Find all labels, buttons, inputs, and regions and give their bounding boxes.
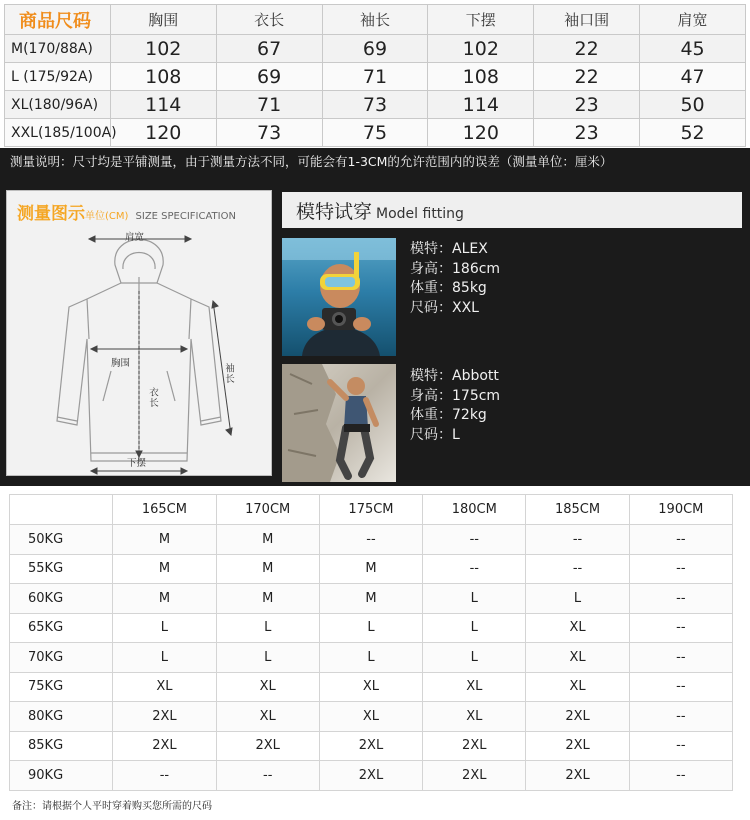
header-chest: 胸围 — [110, 5, 216, 35]
size-cell: 23 — [534, 91, 640, 119]
rec-size-cell: XL — [113, 672, 216, 702]
rec-size-cell: L — [423, 643, 526, 673]
model-info-alex — [410, 240, 500, 318]
model-height-value: 186cm — [452, 260, 501, 277]
rec-header-height: 190CM — [629, 495, 732, 525]
header-length: 衣长 — [216, 5, 322, 35]
rec-size-cell: XL — [423, 672, 526, 702]
spec-unit: 单位(CM) — [85, 211, 129, 222]
model-height-row — [410, 260, 500, 280]
size-table — [4, 4, 746, 147]
model-name-value: Abbott — [452, 368, 499, 384]
size-row — [5, 63, 746, 91]
size-cell: 75 — [322, 119, 428, 147]
size-cell: 50 — [640, 91, 746, 119]
model-name-row — [410, 367, 500, 387]
spec-title-cn: 测量图示 — [17, 204, 85, 224]
rec-size-cell: M — [216, 554, 319, 584]
size-spec-panel — [6, 190, 272, 476]
model-height-label: 身高： — [410, 387, 452, 404]
model-size-label: 尺码： — [410, 299, 452, 316]
size-cell: 71 — [322, 63, 428, 91]
model-weight-row — [410, 406, 500, 426]
rec-size-cell: -- — [423, 554, 526, 584]
fitting-title — [296, 197, 464, 224]
rec-row — [10, 702, 733, 732]
rec-size-cell: M — [113, 554, 216, 584]
size-cell: 114 — [428, 91, 534, 119]
size-table-header-row — [5, 5, 746, 35]
size-cell: 114 — [110, 91, 216, 119]
size-cell: 71 — [216, 91, 322, 119]
size-cell: 120 — [110, 119, 216, 147]
label-hem: 下摆 — [127, 458, 147, 469]
rec-size-cell: L — [526, 584, 629, 614]
rec-weight-cell: 85KG — [10, 731, 113, 761]
rec-row — [10, 613, 733, 643]
rec-row — [10, 761, 733, 791]
size-cell: 69 — [322, 35, 428, 63]
rec-size-cell: -- — [526, 554, 629, 584]
size-cell: 108 — [428, 63, 534, 91]
rec-weight-cell: 90KG — [10, 761, 113, 791]
rec-size-cell: 2XL — [526, 702, 629, 732]
size-row — [5, 35, 746, 63]
rec-header-height: 170CM — [216, 495, 319, 525]
rec-size-cell: 2XL — [319, 761, 422, 791]
rec-size-cell: -- — [629, 613, 732, 643]
size-cell: 23 — [534, 119, 640, 147]
rec-weight-cell: 55KG — [10, 554, 113, 584]
size-recommendation-table — [9, 494, 733, 791]
rec-size-cell: -- — [629, 525, 732, 555]
model-weight-row — [410, 279, 500, 299]
label-length: 衣长 — [147, 387, 158, 408]
size-cell: 69 — [216, 63, 322, 91]
rec-size-cell: L — [319, 613, 422, 643]
rec-size-cell: 2XL — [216, 731, 319, 761]
jacket-diagram-icon — [7, 221, 271, 477]
label-chest: 胸围 — [111, 358, 131, 369]
rec-weight-cell: 80KG — [10, 702, 113, 732]
rec-row — [10, 672, 733, 702]
model-weight-value: 72kg — [452, 407, 487, 423]
rec-size-cell: L — [216, 613, 319, 643]
header-size: 商品尺码 — [5, 5, 111, 35]
spec-title-en: SIZE SPECIFICATION — [135, 211, 236, 222]
model-weight-label: 体重： — [410, 407, 452, 423]
rec-weight-cell: 75KG — [10, 672, 113, 702]
rec-size-cell: 2XL — [113, 731, 216, 761]
rec-row — [10, 584, 733, 614]
model-height-label: 身高： — [410, 260, 452, 277]
rec-header-height: 185CM — [526, 495, 629, 525]
rec-size-cell: XL — [319, 672, 422, 702]
rec-size-cell: XL — [526, 672, 629, 702]
rec-size-cell: XL — [526, 613, 629, 643]
rec-size-cell: M — [113, 525, 216, 555]
model-size-value: L — [452, 426, 460, 443]
rec-size-cell: -- — [629, 643, 732, 673]
rec-size-cell: 2XL — [526, 761, 629, 791]
rock-climber-photo — [282, 364, 396, 482]
rec-weight-cell: 50KG — [10, 525, 113, 555]
model-height-row — [410, 387, 500, 407]
rec-size-cell: L — [319, 643, 422, 673]
size-cell: 120 — [428, 119, 534, 147]
model-name-label: 模特： — [410, 368, 452, 384]
size-cell: 67 — [216, 35, 322, 63]
rec-size-cell: 2XL — [526, 731, 629, 761]
rec-size-cell: M — [216, 525, 319, 555]
rec-size-cell: -- — [629, 554, 732, 584]
rec-row — [10, 525, 733, 555]
label-shoulder: 肩宽 — [125, 232, 145, 243]
header-hem: 下摆 — [428, 5, 534, 35]
rec-size-cell: L — [216, 643, 319, 673]
rec-size-cell: M — [319, 554, 422, 584]
header-shoulder: 肩宽 — [640, 5, 746, 35]
measurement-note: 测量说明：尺寸均是平铺测量，由于测量方法不同，可能会有1-3CM的允许范围内的误差（测量单位：厘米） — [0, 148, 750, 176]
rec-weight-cell: 70KG — [10, 643, 113, 673]
model-name-label: 模特： — [410, 241, 452, 257]
size-cell: 73 — [216, 119, 322, 147]
rec-size-cell: -- — [113, 761, 216, 791]
rec-size-cell: -- — [629, 731, 732, 761]
snorkeling-diver-photo — [282, 238, 396, 356]
rec-size-cell: -- — [629, 702, 732, 732]
size-cell: XL(180/96A) — [5, 91, 111, 119]
rec-size-cell: L — [113, 613, 216, 643]
rec-size-cell: M — [319, 584, 422, 614]
model-weight-label: 体重： — [410, 280, 452, 296]
size-cell: 47 — [640, 63, 746, 91]
model-size-value: XXL — [452, 299, 479, 316]
model-height-value: 175cm — [452, 387, 501, 404]
rec-header-height: 175CM — [319, 495, 422, 525]
rec-size-cell: L — [113, 643, 216, 673]
rec-weight-cell: 60KG — [10, 584, 113, 614]
rec-size-cell: XL — [526, 643, 629, 673]
spec-and-fitting-section — [0, 176, 750, 486]
model-size-row — [410, 299, 500, 319]
size-row — [5, 91, 746, 119]
rec-size-cell: -- — [423, 525, 526, 555]
header-cuff: 袖口围 — [534, 5, 640, 35]
rec-size-cell: -- — [629, 672, 732, 702]
size-cell: 45 — [640, 35, 746, 63]
rec-size-cell: M — [113, 584, 216, 614]
rec-header-height: 165CM — [113, 495, 216, 525]
rec-size-cell: -- — [629, 761, 732, 791]
size-cell: 102 — [428, 35, 534, 63]
label-sleeve: 袖长 — [223, 363, 234, 384]
rec-row — [10, 554, 733, 584]
rec-size-cell: -- — [526, 525, 629, 555]
fitting-title-cn: 模特试穿 — [296, 201, 373, 223]
rec-size-cell: XL — [216, 672, 319, 702]
rec-header-corner — [10, 495, 113, 525]
model-name-row — [410, 240, 500, 260]
size-row — [5, 119, 746, 147]
model-weight-value: 85kg — [452, 280, 487, 296]
rec-size-cell: 2XL — [423, 731, 526, 761]
model-info-abbott — [410, 367, 500, 445]
rec-size-cell: -- — [319, 525, 422, 555]
size-cell: 22 — [534, 35, 640, 63]
size-cell: 22 — [534, 63, 640, 91]
rec-size-cell: L — [423, 613, 526, 643]
model-fitting-header — [282, 192, 742, 228]
rec-row — [10, 731, 733, 761]
header-sleeve: 袖长 — [322, 5, 428, 35]
size-cell: 73 — [322, 91, 428, 119]
rec-size-cell: 2XL — [319, 731, 422, 761]
rec-size-cell: XL — [319, 702, 422, 732]
rec-size-cell: XL — [216, 702, 319, 732]
rec-size-cell: 2XL — [423, 761, 526, 791]
rec-weight-cell: 65KG — [10, 613, 113, 643]
rec-size-cell: M — [216, 584, 319, 614]
rec-size-cell: XL — [423, 702, 526, 732]
rec-size-cell: 2XL — [113, 702, 216, 732]
size-cell: 52 — [640, 119, 746, 147]
rec-row — [10, 643, 733, 673]
model-size-label: 尺码： — [410, 426, 452, 443]
size-cell: M(170/88A) — [5, 35, 111, 63]
model-size-row — [410, 426, 500, 446]
fitting-title-en: Model fitting — [376, 206, 464, 222]
size-cell: L (175/92A) — [5, 63, 111, 91]
rec-size-cell: L — [423, 584, 526, 614]
rec-header-height: 180CM — [423, 495, 526, 525]
footnote: 备注：请根据个人平时穿着购买您所需的尺码 — [12, 801, 212, 812]
size-cell: XXL(185/100A) — [5, 119, 111, 147]
size-cell: 102 — [110, 35, 216, 63]
model-name-value: ALEX — [452, 241, 488, 257]
rec-header-row — [10, 495, 733, 525]
rec-size-cell: -- — [216, 761, 319, 791]
rec-size-cell: -- — [629, 584, 732, 614]
size-cell: 108 — [110, 63, 216, 91]
